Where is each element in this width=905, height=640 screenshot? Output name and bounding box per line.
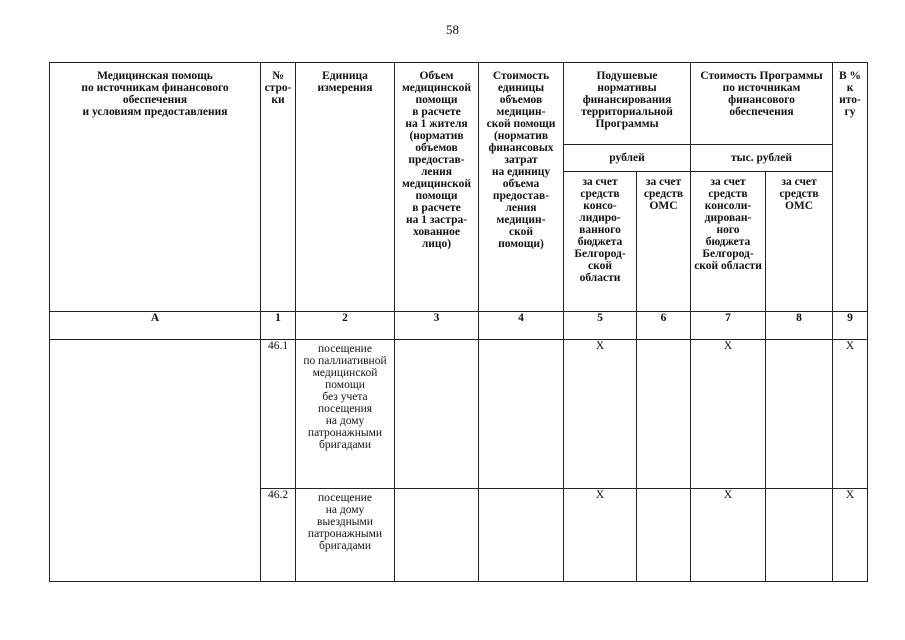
header-col-3: Объем медицинской помощи в расчете на 1 жителя (норматив объемов предостав- ления медицинской помощи в расчете на 1 застра- хованное лицо) <box>395 63 479 312</box>
row-col5-value: Х <box>564 489 637 582</box>
header-col-1: № стро- ки <box>261 63 296 312</box>
table-row <box>50 340 868 489</box>
row-col6-cell <box>637 340 691 489</box>
header-col-6: за счет средств ОМС <box>637 172 691 312</box>
row-col9-value: Х <box>833 489 868 582</box>
row-volume-cell <box>395 340 479 489</box>
header-col-a: Медицинская помощь по источникам финансового обеспечения и условиям предоставления <box>50 63 261 312</box>
row-unit-cost-cell <box>479 340 564 489</box>
page-number: 58 <box>446 22 459 37</box>
column-number-8: 8 <box>766 312 833 340</box>
row-col8-cell <box>766 340 833 489</box>
column-number-1: 1 <box>261 312 296 340</box>
row-col6-cell <box>637 489 691 582</box>
row-unit: посещение по паллиативной медицинской помощи без учета посещения на дому патронажными бригадами <box>296 340 395 489</box>
header-col-9: В % к ито- гу <box>833 63 868 312</box>
row-col7-value: Х <box>691 489 766 582</box>
header-col-4: Стоимость единицы объемов медицин- ской помощи (норматив финансовых затрат на единицу объема предостав- ления медицин- ской помощи) <box>479 63 564 312</box>
column-number-5: 5 <box>564 312 637 340</box>
header-col-7: за счет средств консоли- дирован- ного бюджета Белгород- ской области <box>691 172 766 312</box>
row-col5-value: Х <box>564 340 637 489</box>
row-line-number: 46.1 <box>261 340 296 489</box>
row-category-cell <box>50 340 261 582</box>
column-number-7: 7 <box>691 312 766 340</box>
header-unit-rubles: рублей <box>564 145 691 172</box>
row-col9-value: Х <box>833 340 868 489</box>
header-col-5: за счет средств консо- лидиро- ванного бюджета Белгород- ской области <box>564 172 637 312</box>
column-number-a: А <box>50 312 261 340</box>
financing-table <box>49 62 868 582</box>
header-group-per-capita: Подушевые нормативы финансирования территориальной Программы <box>564 63 691 145</box>
row-line-number: 46.2 <box>261 489 296 582</box>
row-col8-cell <box>766 489 833 582</box>
row-unit-cost-cell <box>479 489 564 582</box>
header-col-2: Единица измерения <box>296 63 395 312</box>
column-number-9: 9 <box>833 312 868 340</box>
row-col7-value: Х <box>691 340 766 489</box>
header-col-8: за счет средств ОМС <box>766 172 833 312</box>
column-number-3: 3 <box>395 312 479 340</box>
row-volume-cell <box>395 489 479 582</box>
column-number-2: 2 <box>296 312 395 340</box>
header-unit-thousand-rubles: тыс. рублей <box>691 145 833 172</box>
row-unit: посещение на дому выездными патронажными бригадами <box>296 489 395 582</box>
column-number-4: 4 <box>479 312 564 340</box>
column-number-6: 6 <box>637 312 691 340</box>
header-group-program-cost: Стоимость Программы по источникам финансового обеспечения <box>691 63 833 145</box>
